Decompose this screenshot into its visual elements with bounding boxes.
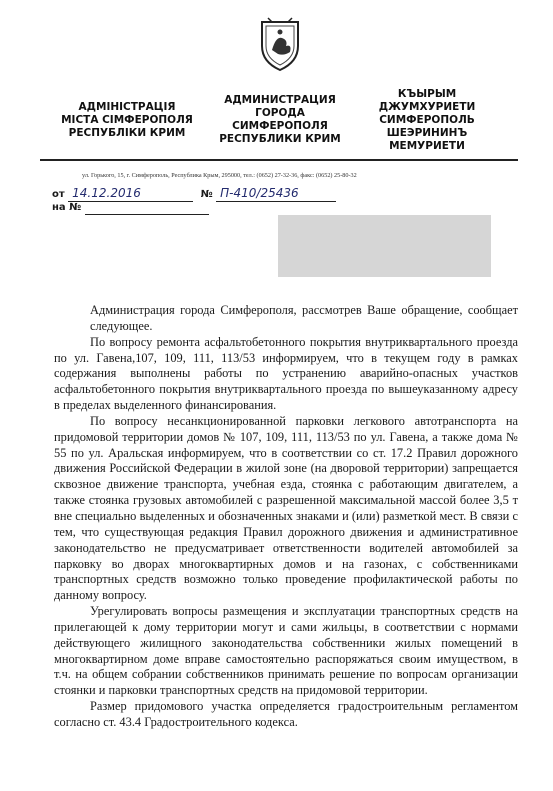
body-paragraph: По вопросу ремонта асфальтобетонного покрытия внутриквартального проезда по ул. Гавена,107, 109, 111, 113/53 информируем, что в текущем году в рамках содержания выполнены работы по устранению аварийно-опасных участков асфальтобетонного покрытия внутриквартального проезда по вышеуказанному адресу в пределах выделенного финансирования. xyxy=(54,334,518,413)
letterhead-crh-line: КЪЫРЫМ xyxy=(397,88,457,100)
letterhead-ua-line: АДМІНІСТРАЦІЯ xyxy=(78,101,176,113)
letterhead-crh-line: МЕМУРИЕТИ xyxy=(389,140,465,152)
letterhead-ru-line: ГОРОДА xyxy=(255,107,305,119)
registration-reference-row xyxy=(52,202,209,215)
registration-date: 14.12.2016 xyxy=(72,186,141,200)
letterhead-russian xyxy=(215,94,345,146)
letterhead-address: ул. Горького, 15, г. Симферополь, Республика Крым, 295000, тел.: (0652) 27-32-36, факс: (0652) 25-80-32 xyxy=(82,172,357,179)
redacted-recipient-block xyxy=(278,215,491,277)
letterhead-crh-line: ШЕЭРИНИНЪ xyxy=(386,127,468,139)
letterhead-divider xyxy=(40,159,518,161)
body-paragraph: Администрация города Симферополя, рассмотрев Ваше обращение, сообщает следующее. xyxy=(90,303,518,333)
date-field xyxy=(68,187,193,202)
reference-label: на № xyxy=(52,202,82,213)
letterhead-crimean-tatar xyxy=(357,88,497,153)
from-label: от xyxy=(52,189,65,200)
registration-date-row xyxy=(52,187,336,202)
letterhead-crh-line: ДЖУМХУРИЕТИ xyxy=(378,101,476,113)
letter-body xyxy=(54,303,518,731)
letterhead-ua-line: РЕСПУБЛІКИ КРИМ xyxy=(68,127,186,139)
letterhead-crh-line: СИМФЕРОПОЛЬ xyxy=(379,114,475,126)
reference-field xyxy=(85,202,209,215)
letterhead-ru-line: РЕСПУБЛИКИ КРИМ xyxy=(219,133,341,145)
body-paragraph: Урегулировать вопросы размещения и эксплуатации транспортных средств на прилегающей к дому территории могут и сами жильцы, в соответствии с нормами действующего жилищного законодательства собственники жилых помещений в многоквартирном доме вправе самостоятельно распоряжаться своим имуществом, в т.ч. на общем собрании собственников принимать решение по вопросам организации стоянки и парковки транспортных средств на придомовой территории. xyxy=(54,604,518,698)
number-field xyxy=(216,187,336,202)
letterhead-ua-line: МІСТА СІМФЕРОПОЛЯ xyxy=(61,114,193,126)
letterhead-ru-line: АДМИНИСТРАЦИЯ xyxy=(224,94,336,106)
body-paragraph: Размер придомового участка определяется градостроительным регламентом согласно ст. 43.4 Градостроительного кодекса. xyxy=(54,699,518,729)
coat-of-arms-emblem xyxy=(258,16,302,72)
registration-number: П-410/25436 xyxy=(220,186,299,200)
body-paragraph: По вопросу несанкционированной парковки легкового автотранспорта на придомовой территории домов № 107, 109, 111, 113/53 по ул. Гавена, а также дома № 55 по ул. Аральская информируем, что в соответствии со ст. 17.2 Правил дорожного движения Российской Федерации в жилой зоне (на дворовой территории) запрещается сквозное движение транспорта, учебная езда, стоянка с работающим двигателем, а также стоянка грузовых автомобилей с разрешенной максимальной массой более 3,5 т вне специально выделенных и обозначенных знаками и (или) разметкой мест. В связи с тем, что существующая редакция Правил дорожного движения и административное законодательство не предусматривает ответственности водителей автомобилей за парковку во дворах многоквартирных домов и на газонах, с собственниками транспортных средств возможно только проведение профилактической работы по данному вопросу. xyxy=(54,413,518,603)
number-label: № xyxy=(200,189,213,200)
letterhead-ukrainian xyxy=(52,101,202,140)
letterhead-ru-line: СИМФЕРОПОЛЯ xyxy=(232,120,328,132)
